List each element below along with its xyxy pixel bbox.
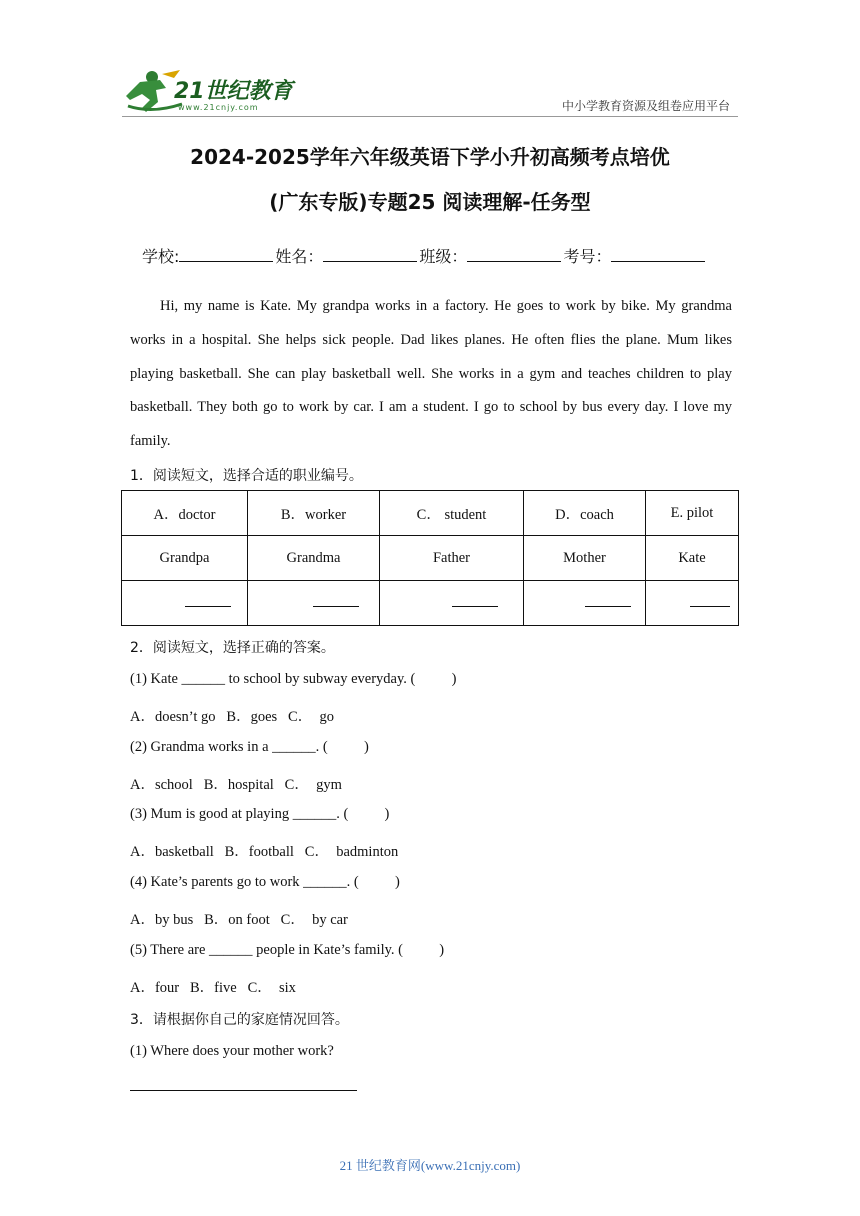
name-blank[interactable]: [323, 247, 417, 262]
q2-item-options: A．basketball B．football C． badminton: [130, 844, 399, 860]
answer-cell[interactable]: [380, 581, 524, 626]
q2-item-options: A．by bus B．on foot C． by car: [130, 912, 348, 928]
student-info-row: [142, 244, 707, 267]
page-title: 2024-2025学年六年级英语下学小升初高频考点培优: [190, 145, 670, 169]
exam-number-blank[interactable]: [611, 247, 705, 262]
q3-answer-line[interactable]: [130, 1090, 357, 1091]
option-cell: D．coach: [524, 491, 646, 536]
answer-blank[interactable]: [313, 594, 359, 607]
q2-item-stem: (2) Grandma works in a ______. ( ): [130, 739, 369, 755]
page-footer: 21 世纪教育网(www.21cnjy.com): [339, 1158, 521, 1173]
exam-number-field[interactable]: [563, 244, 707, 267]
q2-item-options: A．four B．five C． six: [130, 980, 296, 996]
q2-item-options: A．doesn’t go B．goes C． go: [130, 709, 334, 725]
job-matching-table: [121, 490, 739, 626]
answer-cell[interactable]: [646, 581, 739, 626]
reading-passage: Hi, my name is Kate. My grandpa works in a factory. He goes to work by bike. My grandma works in a hospital. She helps sick people. Dad likes planes. He often flies the plane. Mum likes playing basketball. She can play basketball well. She works in a gym and teaches children to play basketball. They both go to work by car. I am a student. I go to school by bus every day. I love my family.: [130, 298, 732, 450]
q1-prompt: 1．阅读短文，选择合适的职业编号。: [130, 468, 363, 484]
school-blank[interactable]: [179, 247, 273, 262]
person-cell: Father: [380, 536, 524, 581]
q2-item-stem: (1) Kate ______ to school by subway everyday. ( ): [130, 671, 457, 687]
options-row: [122, 491, 739, 536]
platform-label: 中小学教育资源及组卷应用平台: [561, 99, 730, 113]
option-cell: A．doctor: [122, 491, 248, 536]
q2-item-stem: (3) Mum is good at playing ______. ( ): [130, 806, 390, 822]
person-cell: Grandma: [248, 536, 380, 581]
school-field[interactable]: [142, 244, 275, 267]
header-divider: [122, 116, 738, 117]
answer-cell[interactable]: [122, 581, 248, 626]
name-label: 姓名：: [275, 247, 324, 266]
answer-blank[interactable]: [185, 594, 231, 607]
option-cell: C． student: [380, 491, 524, 536]
class-blank[interactable]: [467, 247, 561, 262]
q2-prompt: 2．阅读短文，选择正确的答案。: [130, 640, 335, 656]
class-label: 班级：: [419, 247, 468, 266]
page-subtitle: (广东专版)专题25 阅读理解-任务型: [269, 190, 591, 214]
answer-blank[interactable]: [452, 594, 498, 607]
answers-row: [122, 581, 739, 626]
person-cell: Grandpa: [122, 536, 248, 581]
people-row: [122, 536, 739, 581]
exam-number-label: 考号：: [563, 247, 612, 266]
answer-blank[interactable]: [690, 594, 730, 607]
person-cell: Kate: [646, 536, 739, 581]
q2-item-options: A．school B．hospital C． gym: [130, 777, 342, 793]
q2-item-stem: (5) There are ______ people in Kate’s family. ( ): [130, 942, 445, 958]
answer-cell[interactable]: [248, 581, 380, 626]
option-cell: B．worker: [248, 491, 380, 536]
answer-cell[interactable]: [524, 581, 646, 626]
person-cell: Mother: [524, 536, 646, 581]
logo-url: www.21cnjy.com: [178, 103, 259, 112]
class-field[interactable]: [419, 244, 563, 267]
q3-item: (1) Where does your mother work?: [130, 1043, 334, 1059]
school-label: 学校:: [142, 247, 180, 266]
q3-prompt: 3．请根据你自己的家庭情况回答。: [130, 1012, 349, 1028]
logo-text: 21世纪教育: [174, 79, 293, 104]
q2-item-stem: (4) Kate’s parents go to work ______. ( ): [130, 874, 400, 890]
name-field[interactable]: [275, 244, 419, 267]
answer-blank[interactable]: [585, 594, 631, 607]
option-cell: E. pilot: [646, 491, 739, 536]
site-logo: [122, 68, 292, 118]
